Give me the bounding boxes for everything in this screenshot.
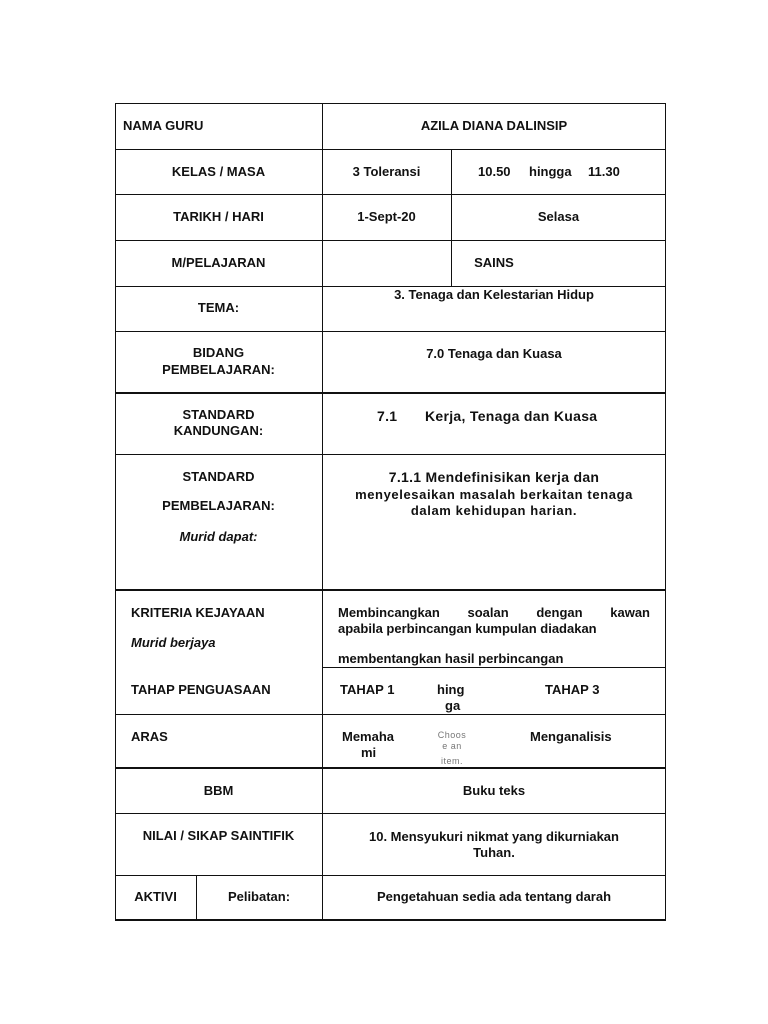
mata-pelajaran-label: M/PELAJARAN — [171, 255, 266, 270]
kk-line1 — [338, 605, 650, 621]
bidang-label-line2: PEMBELAJARAN: — [162, 362, 275, 377]
row-divider — [115, 714, 666, 715]
bbm-value: Buku teks — [462, 783, 526, 798]
tema-label: TEMA: — [197, 300, 240, 315]
aras-label: ARAS — [131, 729, 168, 744]
sp-line2: menyelesaikan masalah berkaitan tenaga — [355, 487, 633, 502]
sp-line3: dalam kehidupan harian. — [410, 503, 578, 518]
row-divider — [115, 392, 666, 394]
kk-word: dengan — [536, 605, 583, 620]
masa-mula: 10.50 — [478, 164, 511, 179]
sp-label-line1: STANDARD — [182, 469, 255, 484]
lesson-plan-table — [115, 103, 666, 921]
tarikh-hari-label: TARIKH / HARI — [173, 209, 264, 224]
aktiviti-value: Pengetahuan sedia ada tentang darah — [376, 889, 612, 904]
kk-label: KRITERIA KEJAYAAN — [131, 605, 265, 620]
kk-word: Membincangkan — [338, 605, 440, 620]
aras-placeholder-line3[interactable]: item. — [440, 756, 463, 766]
sk-label-line1: STANDARD — [182, 407, 255, 422]
bidang-label-line1: BIDANG — [192, 345, 245, 360]
row-divider — [115, 589, 666, 591]
row-divider — [115, 240, 666, 241]
row-divider-partial — [322, 667, 666, 668]
aras-from-part1: Memaha — [342, 729, 395, 744]
kelas-masa-label: KELAS / MASA — [171, 164, 266, 179]
tp-to: TAHAP 3 — [545, 682, 600, 697]
masa-hingga: hingga — [529, 164, 572, 179]
row-divider — [115, 149, 666, 150]
sk-value: Kerja, Tenaga dan Kuasa — [425, 408, 598, 424]
row-divider — [115, 813, 666, 814]
kk-line3: membentangkan hasil perbincangan — [338, 651, 564, 666]
mata-pelajaran-value: SAINS — [474, 255, 514, 270]
bbm-label: BBM — [203, 783, 234, 798]
row-divider — [115, 875, 666, 876]
sp-line1: 7.1.1 Mendefinisikan kerja dan — [388, 469, 600, 485]
nilai-line2: Tuhan. — [473, 845, 515, 860]
tp-from: TAHAP 1 — [340, 682, 395, 697]
kk-sublabel: Murid berjaya — [131, 635, 216, 650]
sp-label-line3: Murid dapat: — [179, 529, 258, 544]
row-divider — [115, 767, 666, 769]
tp-label: TAHAP PENGUASAAN — [131, 682, 271, 697]
tarikh-value: 1-Sept-20 — [357, 209, 416, 224]
table-border-top — [115, 103, 666, 104]
kk-line2: apabila perbincangan kumpulan diadakan — [338, 621, 597, 636]
tema-value: 3. Tenaga dan Kelestarian Hidup — [394, 287, 594, 302]
bidang-value: 7.0 Tenaga dan Kuasa — [426, 346, 562, 361]
masa-tamat: 11.30 — [588, 164, 620, 179]
nilai-label: NILAI / SIKAP SAINTIFIK — [142, 828, 295, 843]
row-divider — [115, 194, 666, 195]
kk-word: kawan — [610, 605, 650, 620]
kelas-value: 3 Toleransi — [352, 164, 421, 179]
table-border-bottom — [115, 919, 666, 921]
aras-to: Menganalisis — [530, 729, 612, 744]
kk-word: soalan — [467, 605, 509, 620]
sk-number: 7.1 — [377, 408, 398, 424]
row-divider — [115, 331, 666, 332]
sp-label-line2: PEMBELAJARAN: — [162, 498, 275, 513]
aktiviti-label: AKTIVI — [134, 889, 177, 904]
aktiviti-sublabel: Pelibatan: — [227, 889, 291, 904]
row-divider — [115, 454, 666, 455]
aras-placeholder-line2[interactable]: e an — [442, 741, 462, 751]
hari-value: Selasa — [537, 209, 580, 224]
sk-label-line2: KANDUNGAN: — [173, 423, 264, 438]
aras-from-part2: mi — [361, 745, 377, 760]
nilai-line1: 10. Mensyukuri nikmat yang dikurniakan — [369, 829, 619, 844]
tp-hing-part1: hing — [437, 682, 465, 697]
tp-hing-part2: ga — [445, 698, 461, 713]
nama-guru-label: NAMA GURU — [123, 118, 204, 133]
nama-guru-value: AZILA DIANA DALINSIP — [420, 118, 568, 133]
aras-placeholder-line1[interactable]: Choos — [437, 730, 467, 740]
